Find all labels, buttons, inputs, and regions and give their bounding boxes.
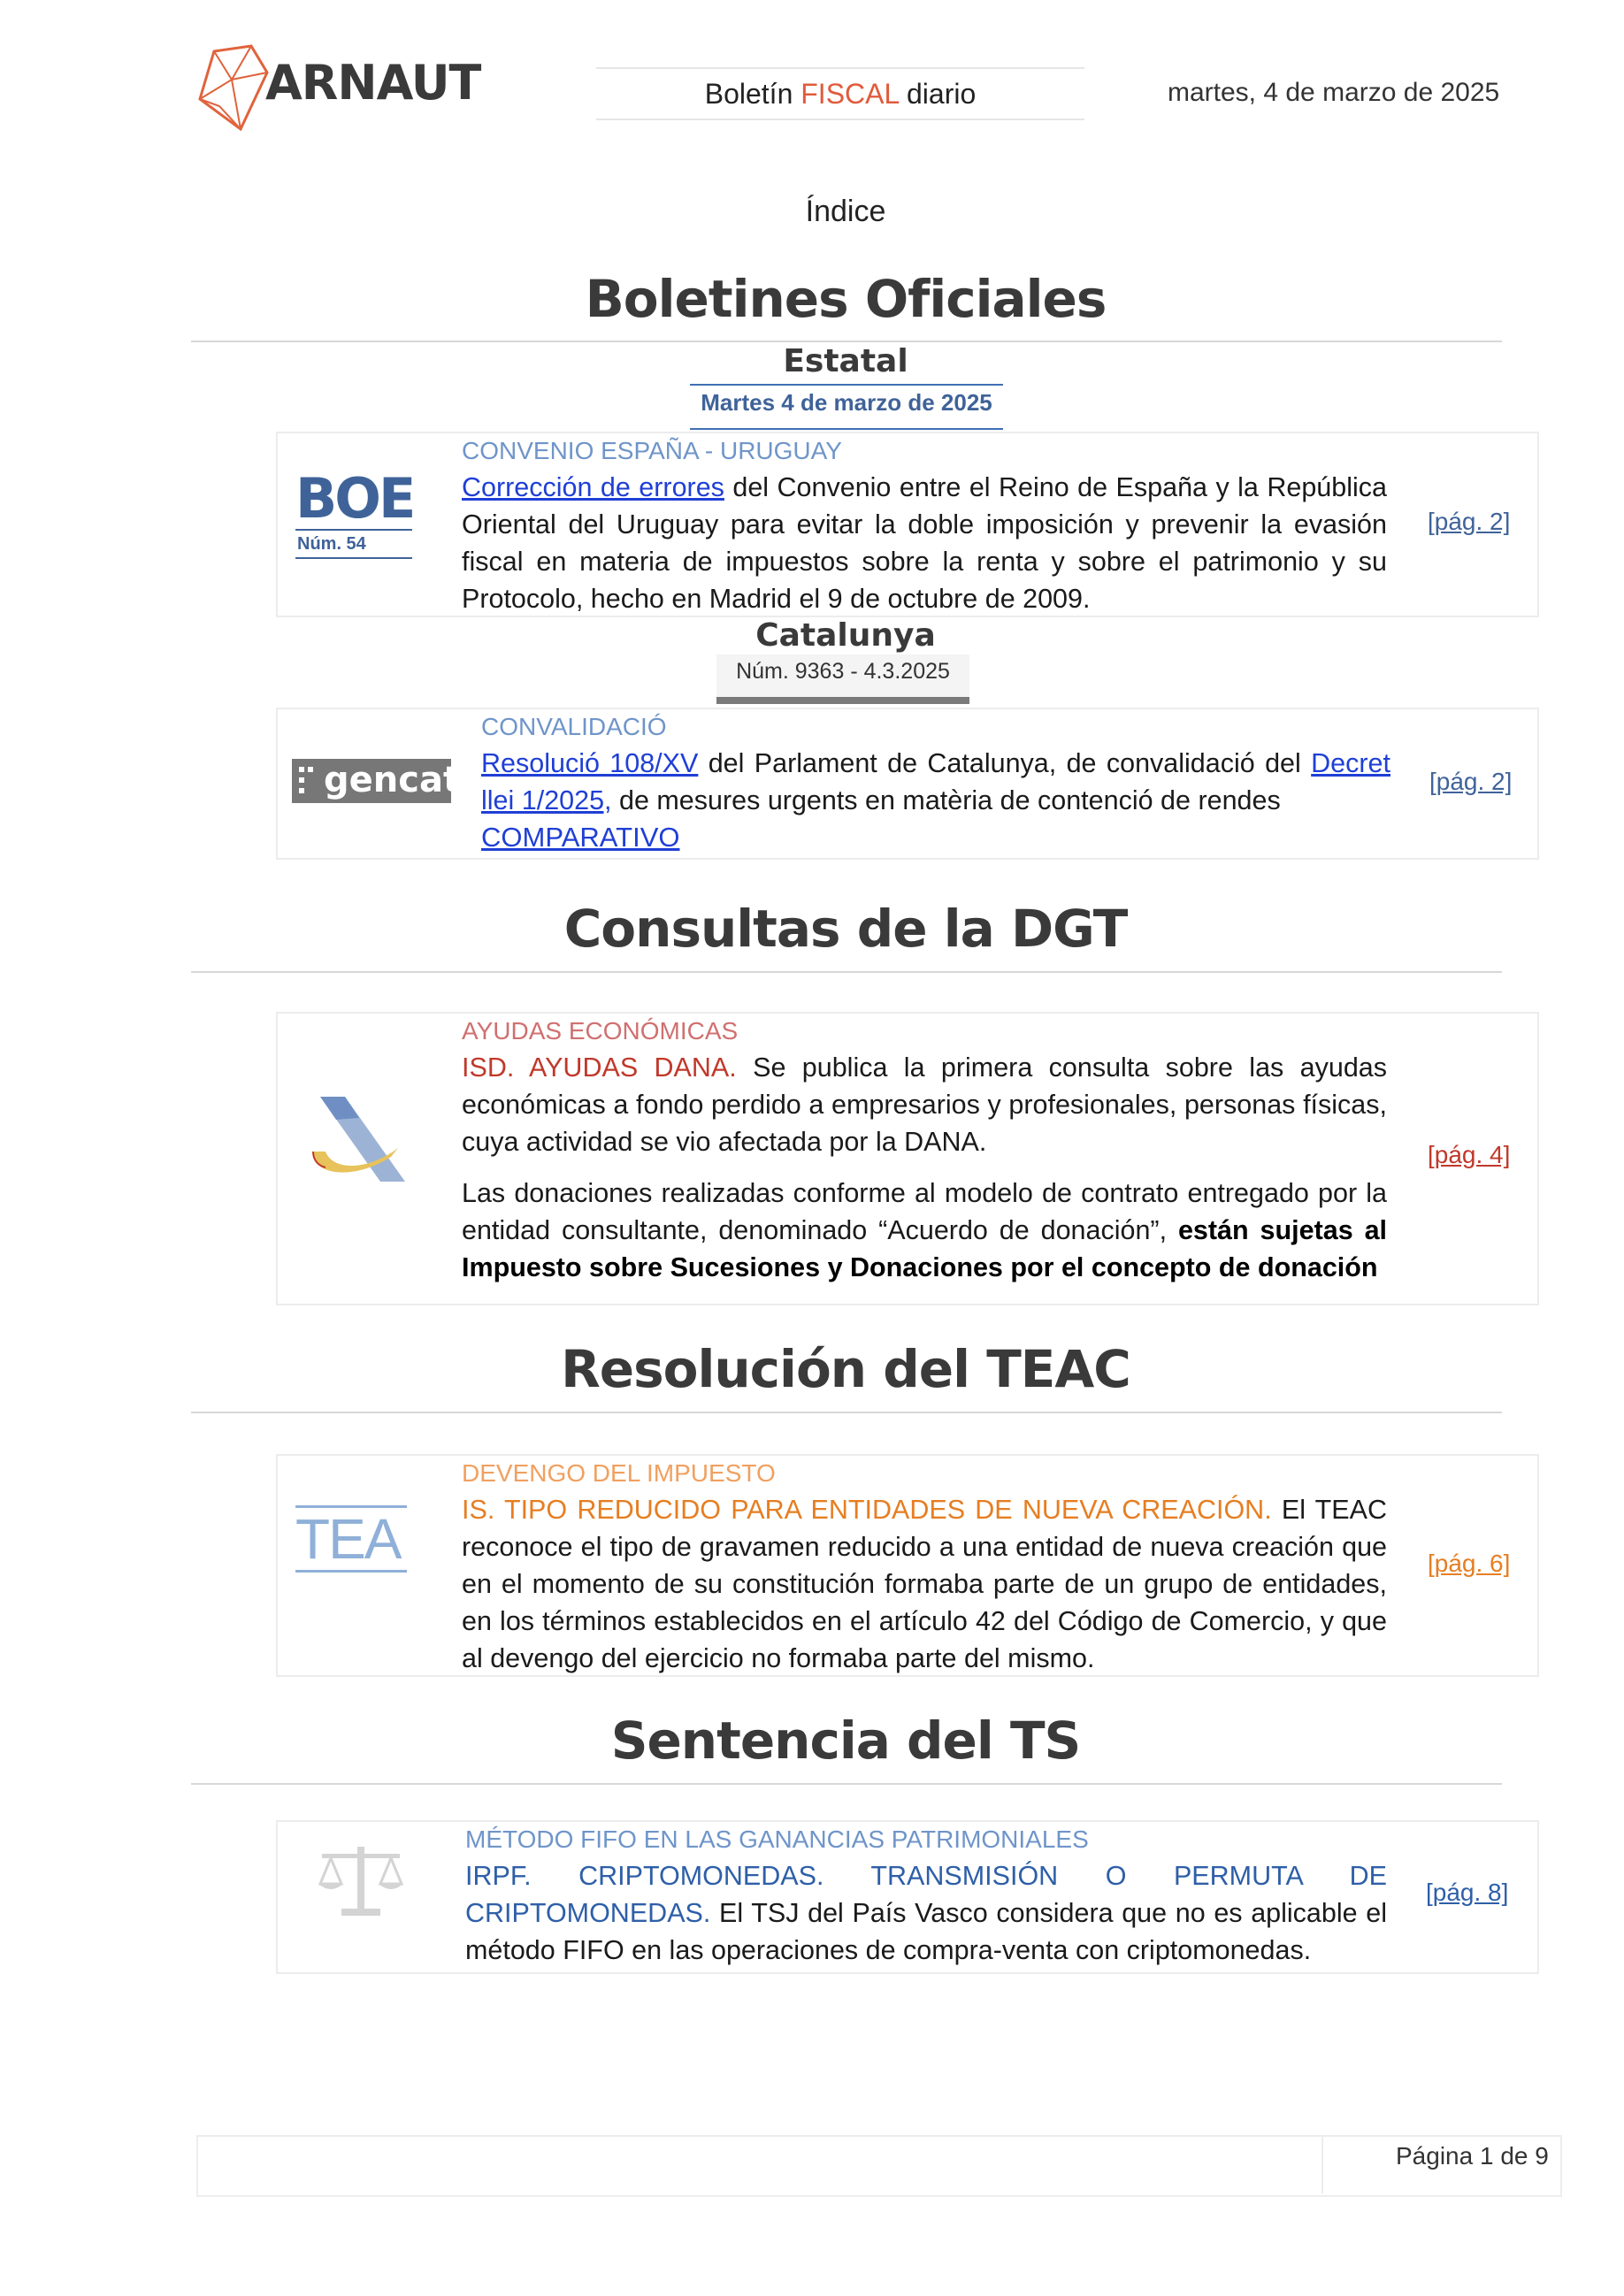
gencat-logo-text: gencat bbox=[324, 760, 461, 800]
estatal-rule-top bbox=[690, 384, 1003, 386]
teac-entry-body: El TEAC reconoce el tipo de gravamen reducido a una entidad de nueva creación que en el momento de su constitución formaba parte de un grupo de entidades, en los términos establecidos en el artículo 42 del Código de Comercio, y que al devengo del ejercicio no formaba parte del mismo. bbox=[462, 1495, 1387, 1673]
dgt-entry-label: AYUDAS ECONÓMICAS bbox=[462, 1017, 739, 1045]
title-pre: Boletín bbox=[704, 78, 801, 110]
estatal-rule-bottom bbox=[690, 428, 1003, 430]
section-title-dgt: Consultas de la DGT bbox=[563, 899, 1128, 959]
boe-entry-body: del Convenio entre el Reino de España y la República Oriental del Uruguay para evitar la doble imposición y prevenir la evasión fiscal en materia de impuestos sobre la renta y sobre el patrimonio y su Protocolo, hecho en Madrid el 9 de octubre de 2009. bbox=[462, 472, 1387, 614]
dgt-entry-lead: ISD. AYUDAS DANA. bbox=[462, 1052, 737, 1083]
boe-logo-rule-bottom bbox=[295, 557, 412, 559]
gencat-dots-icon bbox=[297, 763, 318, 799]
boe-entry-text bbox=[462, 469, 1387, 617]
section-rule bbox=[191, 1783, 1502, 1785]
logo-wordmark: ARNAUT bbox=[265, 55, 481, 111]
footer-box bbox=[196, 2135, 1562, 2197]
dgt-page-link[interactable]: [pág. 4] bbox=[1428, 1141, 1511, 1168]
tea-logo bbox=[295, 1505, 407, 1580]
dgt-para2-text: Las donaciones realizadas conforme al modelo de contrato entregado por la entidad consultante, denominado “Acuerdo de donación”, bbox=[462, 1178, 1387, 1245]
comparativo-link[interactable]: COMPARATIVO bbox=[481, 822, 680, 853]
boe-number: Núm. 54 bbox=[297, 534, 366, 554]
ts-entry-text bbox=[465, 1857, 1387, 1969]
teac-entry-label: DEVENGO DEL IMPUESTO bbox=[462, 1459, 776, 1487]
ts-entry-lead: IRPF. CRIPTOMONEDAS. TRANSMISIÓN O PERMUTA DE CRIPTOMONEDAS. bbox=[465, 1861, 1387, 1928]
index-heading: Índice bbox=[805, 195, 886, 228]
dgt-entry-text bbox=[462, 1049, 1387, 1160]
title-post: diario bbox=[899, 78, 977, 110]
ts-entry-body: El TSJ del País Vasco considera que no es aplicable el método FIFO en las operaciones de compra-venta con criptomonedas. bbox=[465, 1898, 1387, 1965]
scales-of-justice-icon bbox=[315, 1841, 407, 1921]
resolucio-link[interactable]: Resolució 108/XV bbox=[481, 748, 699, 778]
gencat-logo bbox=[292, 759, 461, 803]
section-title-ts: Sentencia del TS bbox=[610, 1711, 1081, 1771]
subsection-title-estatal: Estatal bbox=[783, 343, 908, 379]
section-title-boletines: Boletines Oficiales bbox=[585, 269, 1107, 329]
page-number: Página 1 de 9 bbox=[1396, 2142, 1549, 2170]
teac-page-link[interactable]: [pág. 6] bbox=[1428, 1550, 1511, 1577]
dgt-entry-paragraph-2 bbox=[462, 1175, 1387, 1286]
title-accent: FISCAL bbox=[801, 78, 900, 110]
tea-logo-text: TEA bbox=[295, 1507, 401, 1571]
dgt-para2-emphasis: están sujetas al Impuesto sobre Sucesiones y Donaciones por el concepto de donación bbox=[462, 1215, 1387, 1282]
gencat-entry-body-2: de mesures urgents en matèria de contenció de rendes bbox=[611, 785, 1281, 815]
boe-logo bbox=[295, 466, 414, 571]
bulletin-title bbox=[596, 67, 1084, 120]
aeat-logo-icon bbox=[306, 1090, 412, 1189]
gencat-entry-label: CONVALIDACIÓ bbox=[481, 713, 667, 740]
boe-logo-mark: BOE bbox=[295, 466, 414, 531]
dogc-number: Núm. 9363 - 4.3.2025 bbox=[716, 654, 969, 704]
gencat-entry-body-1: del Parlament de Catalunya, de convalidació del bbox=[698, 748, 1312, 778]
estatal-date: Martes 4 de marzo de 2025 bbox=[701, 389, 992, 416]
ts-entry-label: MÉTODO FIFO EN LAS GANANCIAS PATRIMONIALES bbox=[465, 1825, 1089, 1853]
section-rule bbox=[191, 341, 1502, 342]
footer-divider bbox=[1321, 2135, 1323, 2193]
boe-page-link[interactable]: [pág. 2] bbox=[1428, 508, 1511, 535]
ts-page-link[interactable]: [pág. 8] bbox=[1426, 1879, 1509, 1906]
section-rule bbox=[191, 1412, 1502, 1413]
section-rule bbox=[191, 971, 1502, 973]
decret-llei-link[interactable]: Decret llei 1/2025, bbox=[481, 748, 1390, 815]
teac-entry-lead: IS. TIPO REDUCIDO PARA ENTIDADES DE NUEVA CREACIÓN. bbox=[462, 1495, 1272, 1525]
section-title-teac: Resolución del TEAC bbox=[561, 1339, 1130, 1399]
diamond-logo-icon bbox=[196, 44, 269, 133]
teac-entry-text bbox=[462, 1491, 1387, 1677]
boe-entry-label: CONVENIO ESPAÑA - URUGUAY bbox=[462, 437, 842, 464]
subsection-title-catalunya: Catalunya bbox=[755, 617, 936, 654]
gencat-page-link[interactable]: [pág. 2] bbox=[1429, 768, 1513, 795]
dgt-entry-body: Se publica la primera consulta sobre las ayudas económicas a fondo perdido a empresarios y profesionales, personas físicas, cuya actividad se vio afectada por la DANA. bbox=[462, 1052, 1387, 1157]
gencat-entry-text bbox=[481, 745, 1390, 819]
correccion-errores-link[interactable]: Corrección de errores bbox=[462, 472, 724, 502]
header-date: martes, 4 de marzo de 2025 bbox=[1168, 78, 1500, 107]
